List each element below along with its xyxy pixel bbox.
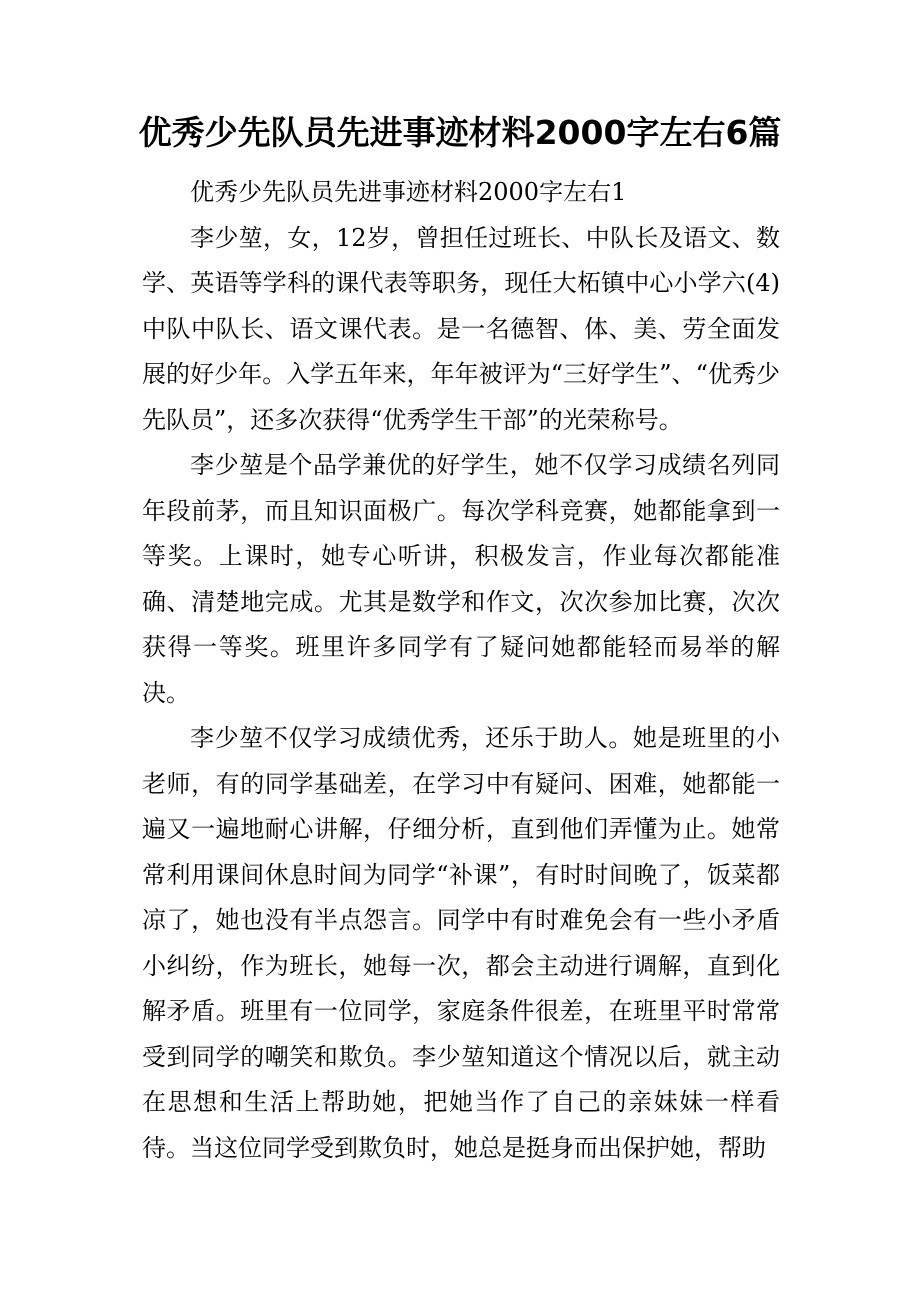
paragraph-3: 李少堃不仅学习成绩优秀，还乐于助人。她是班里的小老师，有的同学基础差，在学习中有疑问、困难，她都能一遍又一遍地耐心讲解，仔细分析，直到他们弄懂为止。她常常利用课间休息时间为同学“补课”，有时时间晚了，饭菜都凉了，她也没有半点怨言。同学中有时难免会有一些小矛盾小纠纷，作为班长，她每一次，都会主动进行调解，直到化解矛盾。班里有一位同学，家庭条件很差，在班里平时常常受到同学的嘲笑和欺负。李少堃知道这个情况以后，就主动在思想和生活上帮助她，把她当作了自己的亲妹妹一样看待。当这位同学受到欺负时，她总是挺身而出保护她，帮助 xyxy=(142,724,780,1162)
paragraph-1: 李少堃，女，12岁，曾担任过班长、中队长及语文、数学、英语等学科的课代表等职务，现任大柘镇中心小学六(4)中队中队长、语文课代表。是一名德智、体、美、劳全面发展的好少年。入学五年来，年年被评为“三好学生”、“优秀少先队员”，还多次获得“优秀学生干部”的光荣称号。 xyxy=(142,223,780,434)
document-body xyxy=(142,170,780,1171)
document-title: 优秀少先队员先进事迹材料2000字左右6篇 xyxy=(138,113,782,152)
paragraph-2: 李少堃是个品学兼优的好学生，她不仅学习成绩名列同年段前茅，而且知识面极广。每次学科竞赛，她都能拿到一等奖。上课时，她专心听讲，积极发言，作业每次都能准确、清楚地完成。尤其是数学和作文，次次参加比赛，次次获得一等奖。班里许多同学有了疑问她都能轻而易举的解决。 xyxy=(142,451,780,707)
section-heading-1: 优秀少先队员先进事迹材料2000字左右1 xyxy=(190,178,627,206)
